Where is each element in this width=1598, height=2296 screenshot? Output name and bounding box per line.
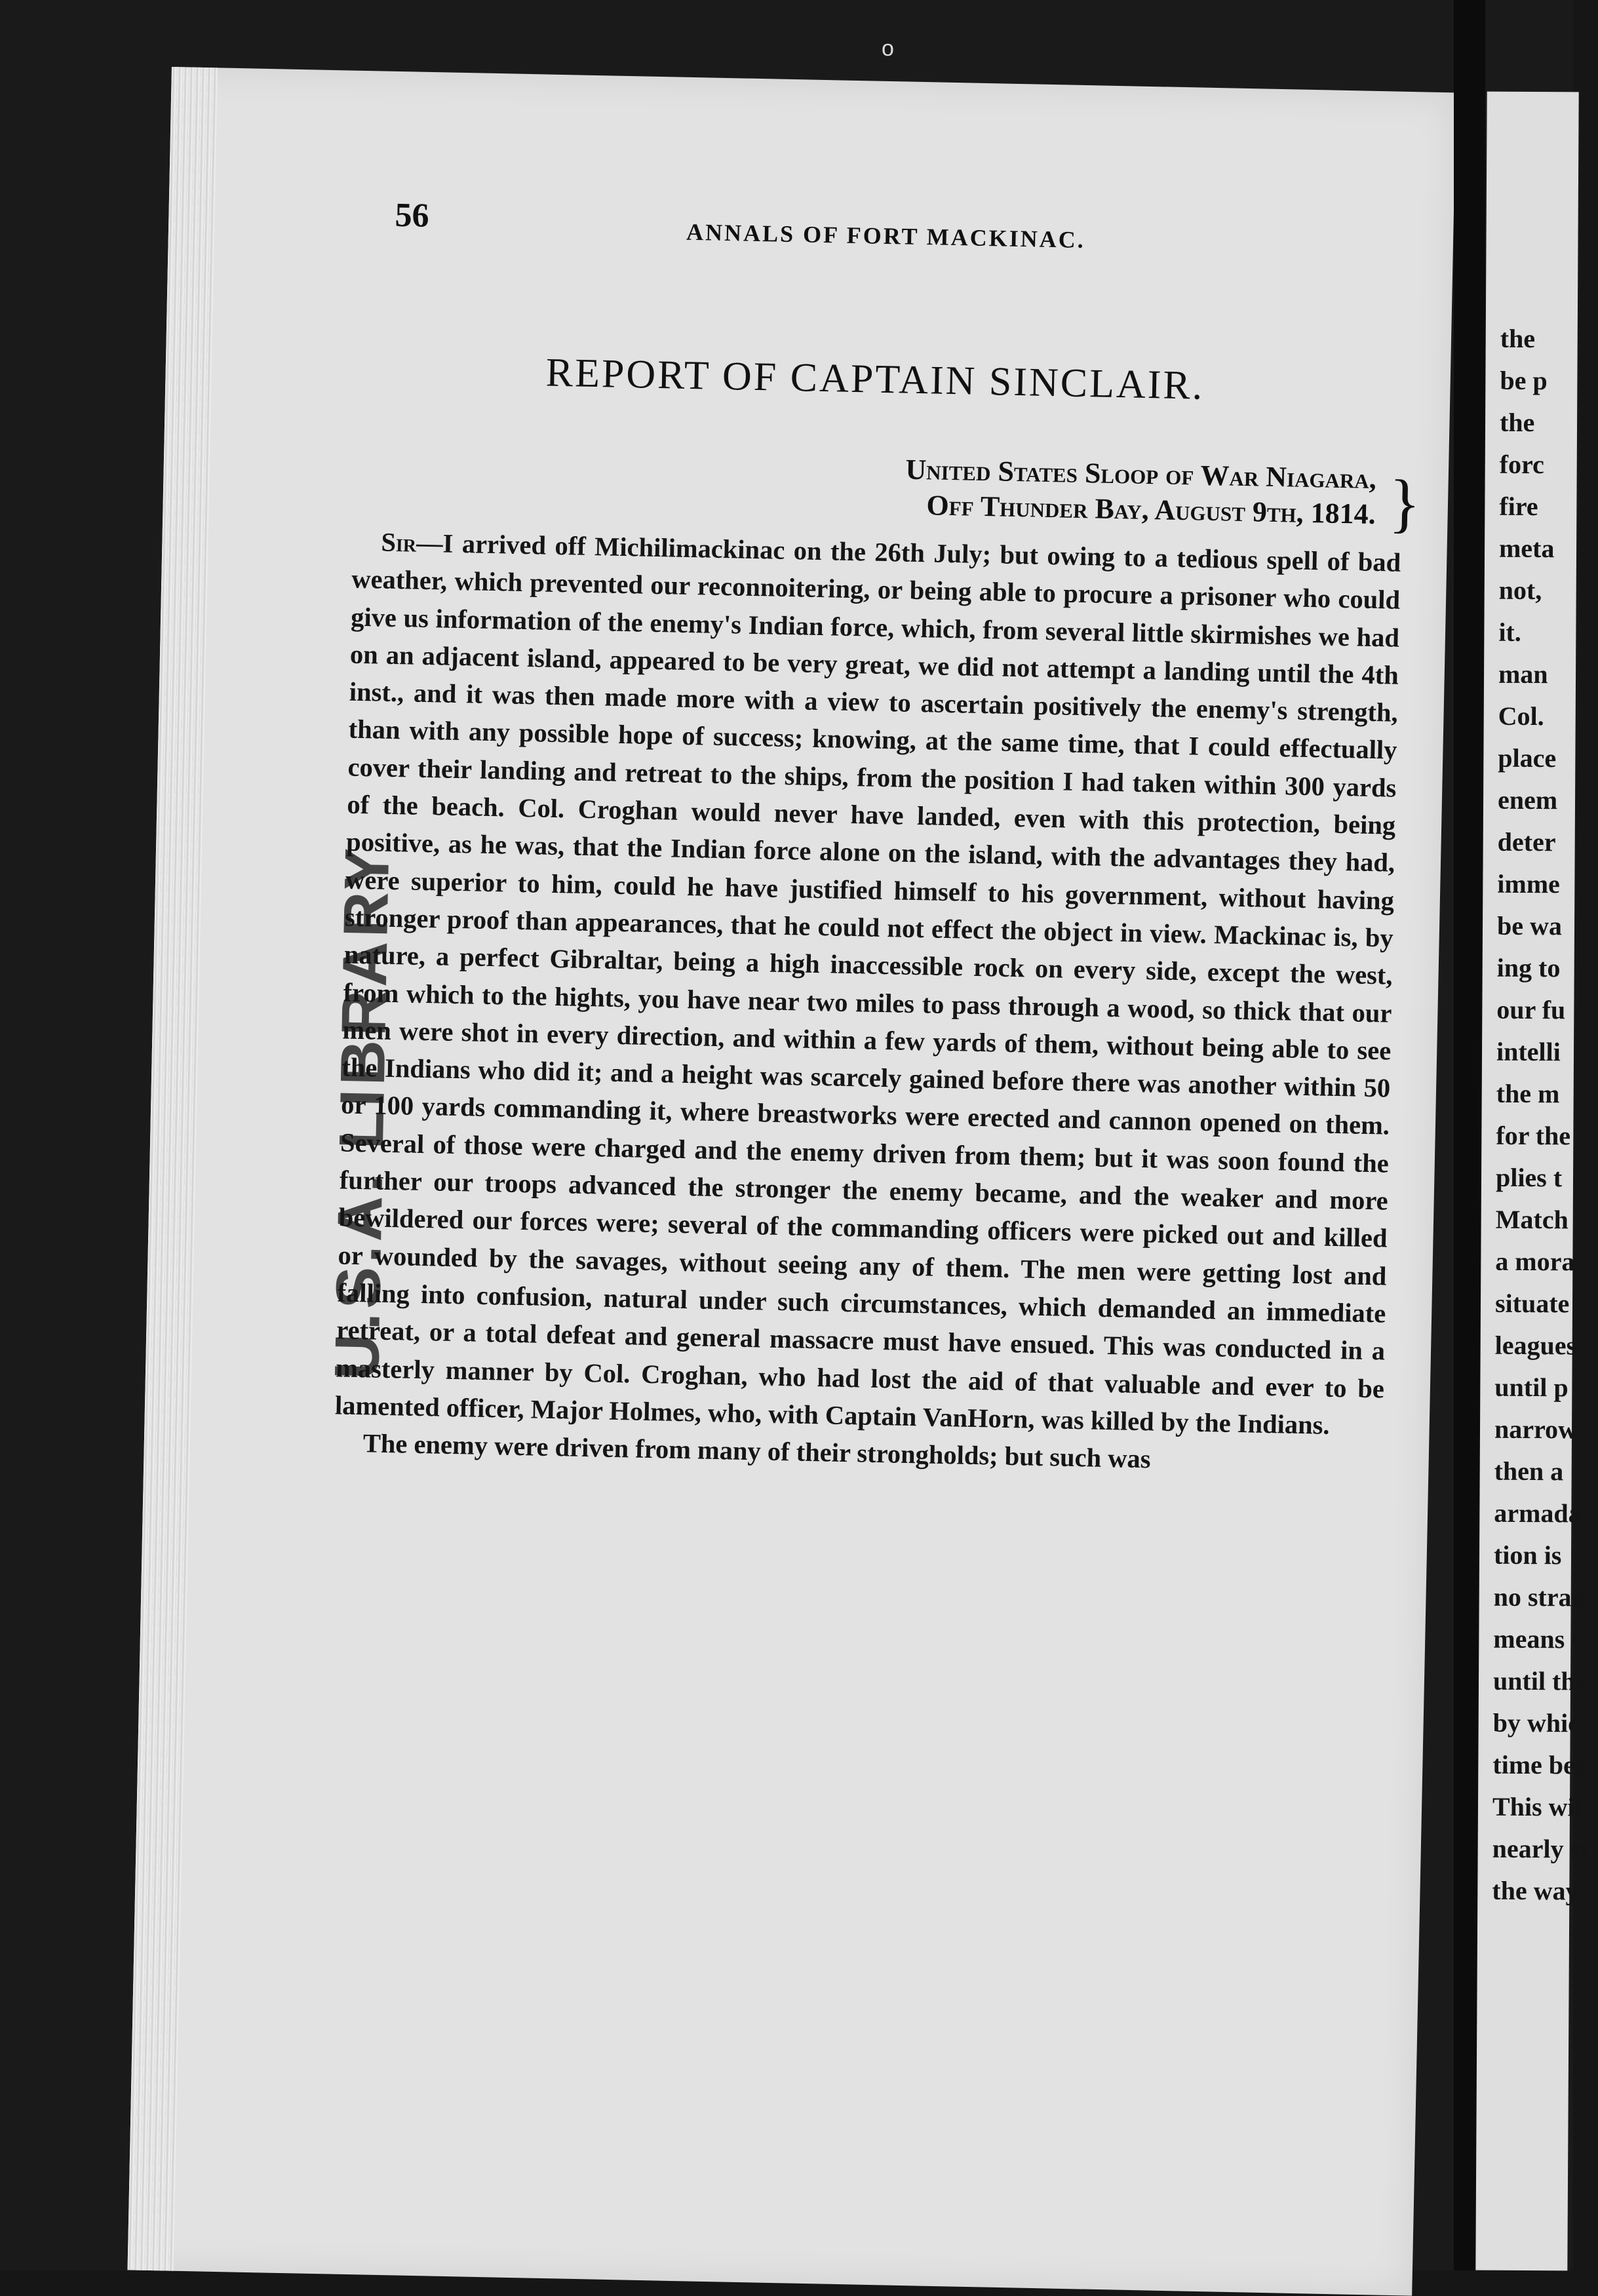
adjacent-page-line: the way xyxy=(1492,1875,1579,1906)
adjacent-page-line: means c xyxy=(1493,1624,1584,1654)
adjacent-page-line: a mora xyxy=(1495,1246,1575,1277)
dateline-brace: } xyxy=(1388,466,1422,540)
adjacent-page-line: it. xyxy=(1498,617,1521,647)
adjacent-page-line: This wil xyxy=(1492,1791,1582,1822)
adjacent-page-line: meta xyxy=(1498,533,1555,564)
library-stamp: U.S.A. LIBRARY xyxy=(321,844,403,1380)
report-title: REPORT OF CAPTAIN SINCLAIR. xyxy=(545,350,1205,408)
adjacent-page-line: intelli xyxy=(1496,1036,1561,1067)
adjacent-page-line: time bei xyxy=(1492,1749,1583,1780)
adjacent-page-line: armada xyxy=(1494,1498,1582,1528)
book-page xyxy=(128,67,1456,2296)
adjacent-page-line: narrow xyxy=(1494,1414,1578,1445)
dateline-line-2: Off Thunder Bay, August 9th, 1814. xyxy=(926,489,1376,530)
running-head: ANNALS OF FORT MACKINAC. xyxy=(686,218,1086,254)
adjacent-page-line: place xyxy=(1498,743,1557,773)
body-text xyxy=(334,523,1401,1483)
adjacent-page-line: plies t xyxy=(1495,1162,1563,1193)
adjacent-page-line: until the xyxy=(1492,1665,1588,1696)
adjacent-page-line: Match xyxy=(1495,1204,1569,1235)
adjacent-page-line: our fu xyxy=(1496,994,1566,1025)
paragraph-1 xyxy=(334,523,1401,1445)
adjacent-page-line: Col. xyxy=(1498,701,1544,731)
adjacent-page-line: be wa xyxy=(1496,910,1563,941)
adjacent-page-line: tion is xyxy=(1493,1540,1562,1570)
paragraph-1-text: —I arrived off Michilimackinac on the 26th July; but owing to a tedious spell of bad weather, which prevented our reconnoitering, or being able to procure a prisoner who could give us information of the enemy's Indian force, which, from several little skirmishes we had on an adjacent island, appeared to be very great, we did not attempt a landing until the 4th inst., and it was then made more with a view to ascertain positively the enemy's strength, than with any possible hope of success; knowing, at the same time, that I could effectually cover their landing and retreat to the ships, from the position I had taken within 300 yards of the beach. Col. Croghan would never have landed, even with this protection, being positive, as he was, that the Indian force alone on the island, with the advantages they had, were superior to him, could he have justified himself to his government, without having stronger proof than appearances, that he could not effect the object in view. Mackinac is, by nature, a perfect Gibraltar, being a high inaccessible rock on every side, except the west, from which to the hights, you have near two miles to pass through a wood, so thick that our men were shot in every direction, and within a few yards of them, without being able to see the Indians who did it; and a height was scarcely gained before there was another within 50 or 100 yards commanding it, where breastworks were erected and cannon opened on them. Several of those were charged and the enemy driven from them; but it was soon found the further our troops advanced the stronger the enemy became, and the weaker and more bewildered our forces were; several of the commanding officers were picked out and killed or wounded by the savages, without seeing any of them. The men were getting lost and falling into confusion, natural under such circumstances, which demanded an immediate retreat, or a total defeat and general massacre must have ensued. This was conducted in a masterly manner by Col. Croghan, who had lost the aid of that valuable and ever to be lamented officer, Major Holmes, who, with Captain VanHorn, was killed by the Indians. xyxy=(334,528,1401,1440)
adjacent-page-line: deter xyxy=(1497,827,1556,857)
salutation: Sir xyxy=(381,527,417,558)
adjacent-page-line: the xyxy=(1500,323,1536,354)
adjacent-page-fragments xyxy=(1492,318,1597,1913)
adjacent-page xyxy=(1475,92,1589,2271)
top-marker: o xyxy=(882,36,894,61)
adjacent-page-line: the xyxy=(1499,407,1535,438)
adjacent-page-line: the m xyxy=(1496,1078,1560,1109)
adjacent-page-line: imme xyxy=(1497,868,1561,899)
adjacent-page-line: leagues xyxy=(1494,1330,1577,1361)
dateline xyxy=(720,448,1376,532)
adjacent-page-line: be p xyxy=(1500,365,1548,396)
adjacent-page-line: man xyxy=(1498,659,1548,690)
adjacent-page-line: forc xyxy=(1499,449,1544,480)
page-edge xyxy=(128,67,218,2271)
dateline-line-1: United States Sloop of War Niagara, xyxy=(905,453,1377,496)
adjacent-page-line: enem xyxy=(1497,785,1558,815)
adjacent-page-line: until p xyxy=(1494,1372,1569,1403)
adjacent-page-line: fire xyxy=(1499,491,1538,522)
adjacent-page-line: situate xyxy=(1494,1288,1570,1319)
adjacent-page-line: not, xyxy=(1498,575,1542,606)
adjacent-page-line: nearly st xyxy=(1492,1833,1589,1864)
adjacent-page-line: ing to xyxy=(1496,952,1561,983)
page-number: 56 xyxy=(394,196,430,235)
adjacent-page-line: no stran xyxy=(1493,1582,1586,1612)
adjacent-page-line: then a xyxy=(1494,1456,1564,1487)
adjacent-page-line: by whic xyxy=(1492,1707,1580,1738)
adjacent-page-line: for the xyxy=(1496,1120,1571,1151)
paragraph-2: The enemy were driven from many of their strongholds; but such was xyxy=(362,1428,1152,1474)
